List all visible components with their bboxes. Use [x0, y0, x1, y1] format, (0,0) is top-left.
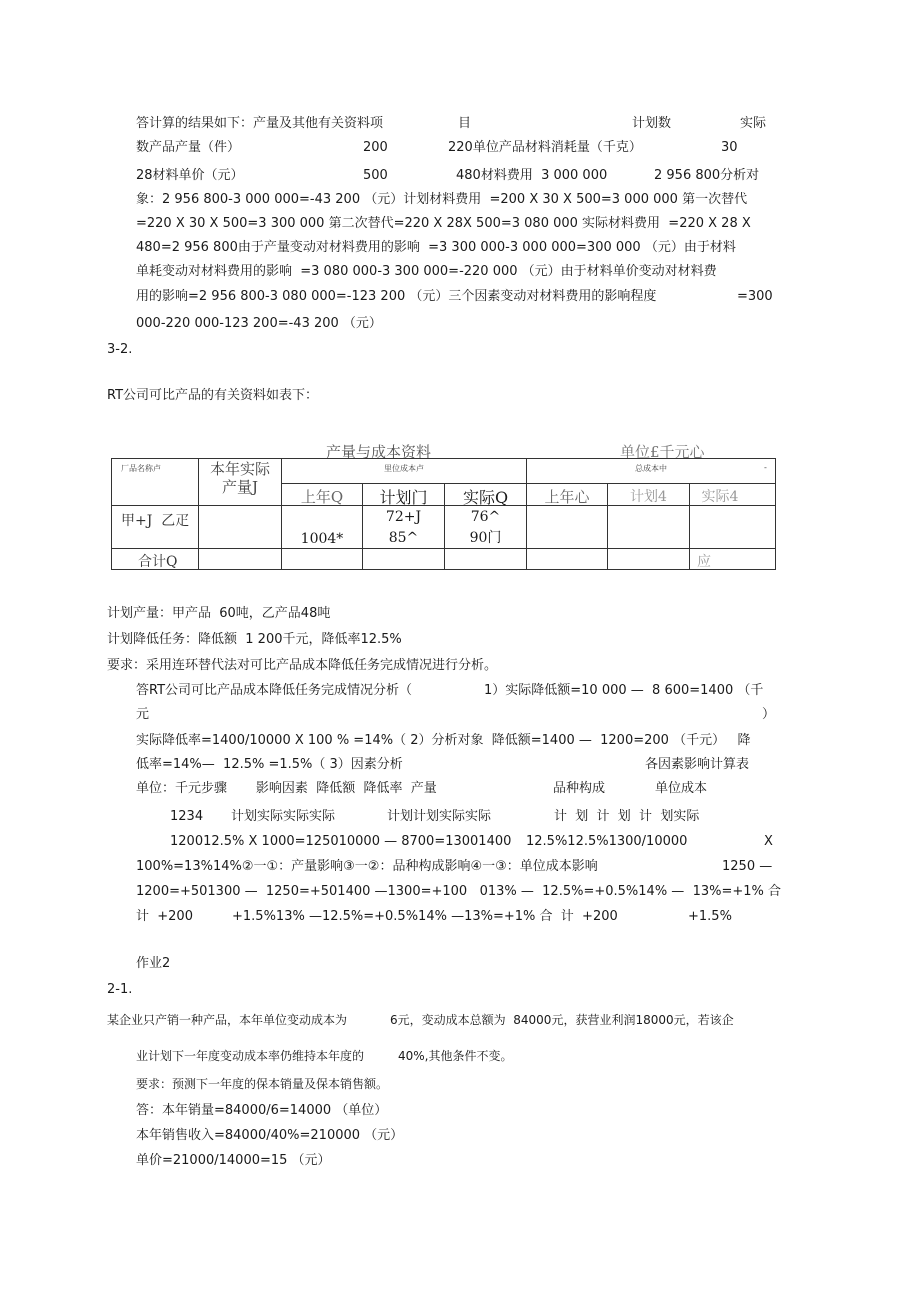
plan-quantity: 计划产量：甲产品 60吨，乙产品48吨 [107, 606, 331, 621]
answer1-line: 500 [363, 168, 388, 183]
answer2-line: 100%=13%14%②一①：产量影响③一②：品种构成影响④一③：单位成本影响 [136, 859, 598, 874]
answer2-line: 12.5%12.5%1300/10000 [526, 834, 688, 849]
row1-plan-unit: 72+J 85^ [385, 509, 422, 546]
question-line: 某企业只产销一种产品，本年单位变动成本为 [107, 1013, 348, 1027]
sub-header: 计划门 [379, 488, 428, 507]
answer2-line: 1250 — [722, 859, 773, 874]
answer2-line: +1.5%13% —12.5%=+0.5%14% —13%=+1% 合 计 +200 [232, 909, 618, 924]
answer2-line: X [764, 834, 773, 849]
homework-title: 作业2 [136, 956, 171, 971]
sub-header: 上年心 [544, 488, 590, 506]
homework-number: 2-1. [107, 982, 133, 997]
answer1-line: 200 [363, 140, 388, 155]
table-title-left: 产量与成本资料 [326, 443, 432, 461]
row-product-names: 甲+J 乙疋 [121, 513, 190, 529]
table-title-right: 单位£千元心 [620, 443, 705, 461]
answer2-line: 计 +200 [136, 909, 193, 924]
answer2-line: ） [762, 707, 776, 722]
answer1-line: 数产品产量（件） [136, 140, 241, 155]
total-row-mark: 应 [697, 554, 711, 570]
answer2-line: 计 划 计 划 计 划实际 [554, 809, 700, 824]
row1-actual-unit: 76^ 90门 [469, 509, 502, 546]
total-row-label: 合计Q [138, 554, 178, 570]
section-number: 3-2. [107, 342, 133, 357]
answer1-line: 用的影响=2 956 800-3 080 000=-123 200 （元）三个因素变动对材料费用的影响程度 [136, 289, 657, 304]
sub-header: 计划4 [630, 489, 667, 505]
answer1-line: 000-220 000-123 200=-43 200 （元） [136, 316, 382, 331]
plan-reduction: 计划降低任务：降低额 1 200千元，降低率12.5% [107, 632, 402, 647]
requirement: 要求：采用连环替代法对可比产品成本降低任务完成情况进行分析。 [107, 658, 498, 673]
answer2-line: 各因素影响计算表 [645, 757, 750, 772]
answer1-line: =300 [737, 289, 773, 304]
answer2-line: 单位：千元步骤 影响因素 降低额 降低率 产量 [136, 781, 437, 796]
answer1-line: 计划数 [632, 116, 672, 131]
answer2-line: 120012.5% X 1000=125010000 — 8700=13001400 [170, 834, 512, 849]
answer2-line: 品种构成 [553, 781, 606, 796]
answer1-line: 220单位产品材料消耗量（千克） [448, 140, 642, 155]
sub-header: 实际4 [701, 489, 739, 505]
answer1-line: 2 956 800分析对 [654, 168, 760, 183]
answer2-line: 计划实际实际实际 [231, 809, 336, 824]
table-dash: - [764, 463, 767, 472]
sub-header: 实际Q [462, 488, 509, 507]
col-product-name: 厂品名称卢 [121, 464, 161, 473]
answer1-line: 30 [721, 140, 738, 155]
answer2-line: 元 [136, 707, 150, 722]
answer2-line: 实际降低率=1400/10000 X 100 % =14%（ 2）分析对象 降低额=1400 — 1200=200 （千元） 降 [136, 733, 751, 748]
group-total-cost: 总成本中 [635, 464, 667, 473]
answer3-line: 本年销售收入=84000/40%=210000 （元） [136, 1128, 404, 1143]
answer2-line: 答RT公司可比产品成本降低任务完成情况分析（ [136, 683, 413, 698]
question-line: 业计划下一年度变动成本率仍维持本年度的 [136, 1049, 365, 1063]
answer2-line: 低率=14%— 12.5% =1.5%（ 3）因素分析 [136, 757, 403, 772]
answer2-line: 1）实际降低额=10 000 — 8 600=1400 （千 [484, 683, 764, 698]
sub-header: 上年Q [300, 488, 344, 506]
answer1-line: 象：2 956 800-3 000 000=-43 200 （元）计划材料费用 =200 X 30 X 500=3 000 000 第一次替代 [136, 192, 748, 207]
question-line: 40%,其他条件不变。 [398, 1049, 513, 1063]
answer1-line: 单耗变动对材料费用的影响 =3 080 000-3 300 000=-220 000 （元）由于材料单价变动对材料费 [136, 264, 717, 279]
row1-prev-unit: 1004* [300, 531, 344, 547]
col-actual-qty: 本年实际 产量J [209, 460, 270, 496]
question-requirement: 要求：预测下一年度的保本销量及保本销售额。 [136, 1077, 389, 1091]
answer1-line: 28材料单价（元） [136, 168, 244, 183]
answer3-line: 单价=21000/14000=15 （元） [136, 1153, 331, 1168]
answer2-line: 1234 [170, 809, 204, 824]
answer1-line: 目 [458, 116, 472, 131]
answer3-line: 答：本年销量=84000/6=14000 （单位） [136, 1103, 388, 1118]
answer2-line: 计划计划实际实际 [387, 809, 492, 824]
group-unit-cost: 里位成本卢 [384, 464, 424, 473]
answer2-line: 单位成本 [655, 781, 708, 796]
section-intro: RT公司可比产品的有关资料如表下： [107, 388, 319, 403]
answer2-line: +1.5% [688, 909, 732, 924]
answer1-line: 480=2 956 800由于产量变动对材料费用的影响 =3 300 000-3 000 000=300 000 （元）由于材料 [136, 240, 736, 255]
question-line: 6元，变动成本总额为 84000元，获营业利润18000元，若该企 [390, 1013, 734, 1027]
answer1-line: 实际 [740, 116, 767, 131]
answer1-line: 答计算的结果如下：产量及其他有关资料项 [136, 116, 384, 131]
answer1-line: =220 X 30 X 500=3 300 000 第二次替代=220 X 28X 500=3 080 000 实际材料费用 =220 X 28 X [136, 216, 751, 231]
answer2-line: 1200=+501300 — 1250=+501400 —1300=+100 013% — 12.5%=+0.5%14% — 13%=+1% 合 [136, 884, 781, 899]
answer1-line: 480材料费用 3 000 000 [456, 168, 608, 183]
